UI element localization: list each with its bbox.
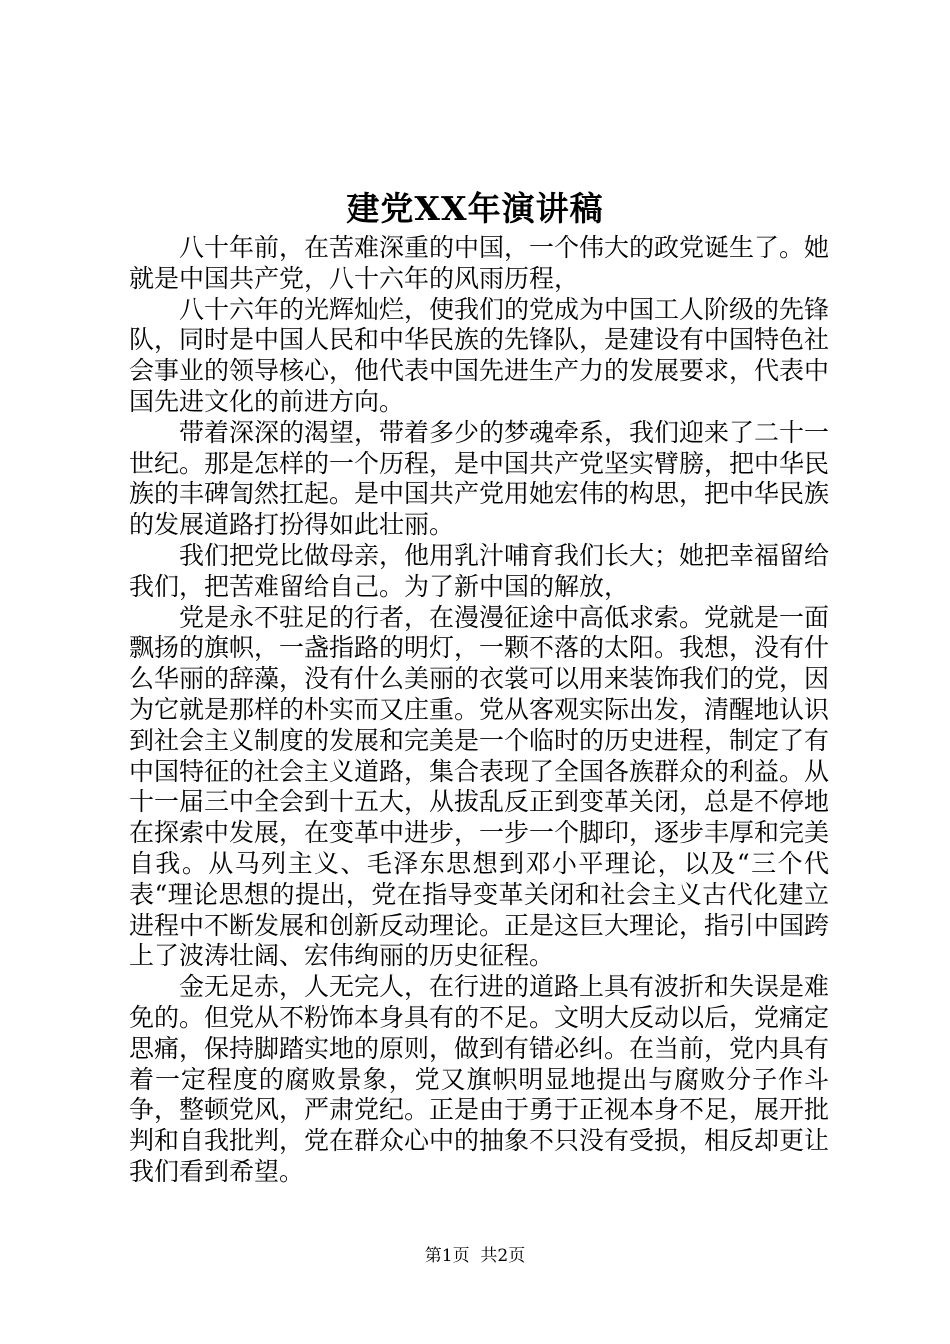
page-number: 第1页 [424,1246,470,1266]
paragraph-2: 八十六年的光辉灿烂，使我们的党成为中国工人阶级的先锋队，同时是中国人民和中华民族的先锋队，是建设有中国特色社会事业的领导核心，他代表中国先进生产力的发展要求，代表中国先进文化的前进方向。 [129,294,830,416]
footer-separator [470,1246,481,1266]
document-title: 建党XX年演讲稿 [346,189,604,228]
paragraph-4: 我们把党比做母亲，他用乳汁哺育我们长大；她把幸福留给我们，把苦难留给自己。为了新中国的解放， [129,540,830,601]
paragraph-1: 八十年前，在苦难深重的中国，一个伟大的政党诞生了。她就是中国共产党，八十六年的风雨历程， [129,233,830,293]
page-footer [0,1245,950,1267]
document-body [129,233,829,1188]
paragraph-5: 党是永不驻足的行者，在漫漫征途中高低求索。党就是一面飘扬的旗帜，一盏指路的明灯，一颗不落的太阳。我想，没有什么华丽的辞藻，没有什么美丽的衣裳可以用来装饰我们的党，因为它就是那样的朴实而又庄重。党从客观实际出发，清醒地认识到社会主义制度的发展和完美是一个临时的历史进程，制定了有中国特征的社会主义道路，集合表现了全国各族群众的利益。从十一届三中全会到十五大，从拔乱反正到变革关闭，总是不停地在探索中发展，在变革中进步，一步一个脚印，逐步丰厚和完美自我。从马列主义、毛泽东思想到邓小平理论，以及“三个代表“理论思想的提出，党在指导变革关闭和社会主义古代化建立进程中不断发展和创新反动理论。正是这巨大理论，指引中国跨上了波涛壮阔、宏伟绚丽的历史征程。 [129,602,830,971]
page-total: 共2页 [480,1246,526,1266]
paragraph-6: 金无足赤，人无完人，在行进的道路上具有波折和失误是难免的。但党从不粉饰本身具有的不足。文明大反动以后，党痛定思痛，保持脚踏实地的原则，做到有错必纠。在当前，党内具有着一定程度的腐败景象，党又旗帜明显地提出与腐败分子作斗争，整顿党风，严肃党纪。正是由于勇于正视本身不足，展开批判和自我批判，党在群众心中的抽象不只没有受损，相反却更让我们看到希望。 [129,972,830,1186]
paragraph-3: 带着深深的渴望，带着多少的梦魂牵系，我们迎来了二十一世纪。那是怎样的一个历程，是中国共产党坚实臂膀，把中华民族的丰碑訇然扛起。是中国共产党用她宏伟的构思，把中华民族的发展道路打扮得如此壮丽。 [129,417,830,540]
